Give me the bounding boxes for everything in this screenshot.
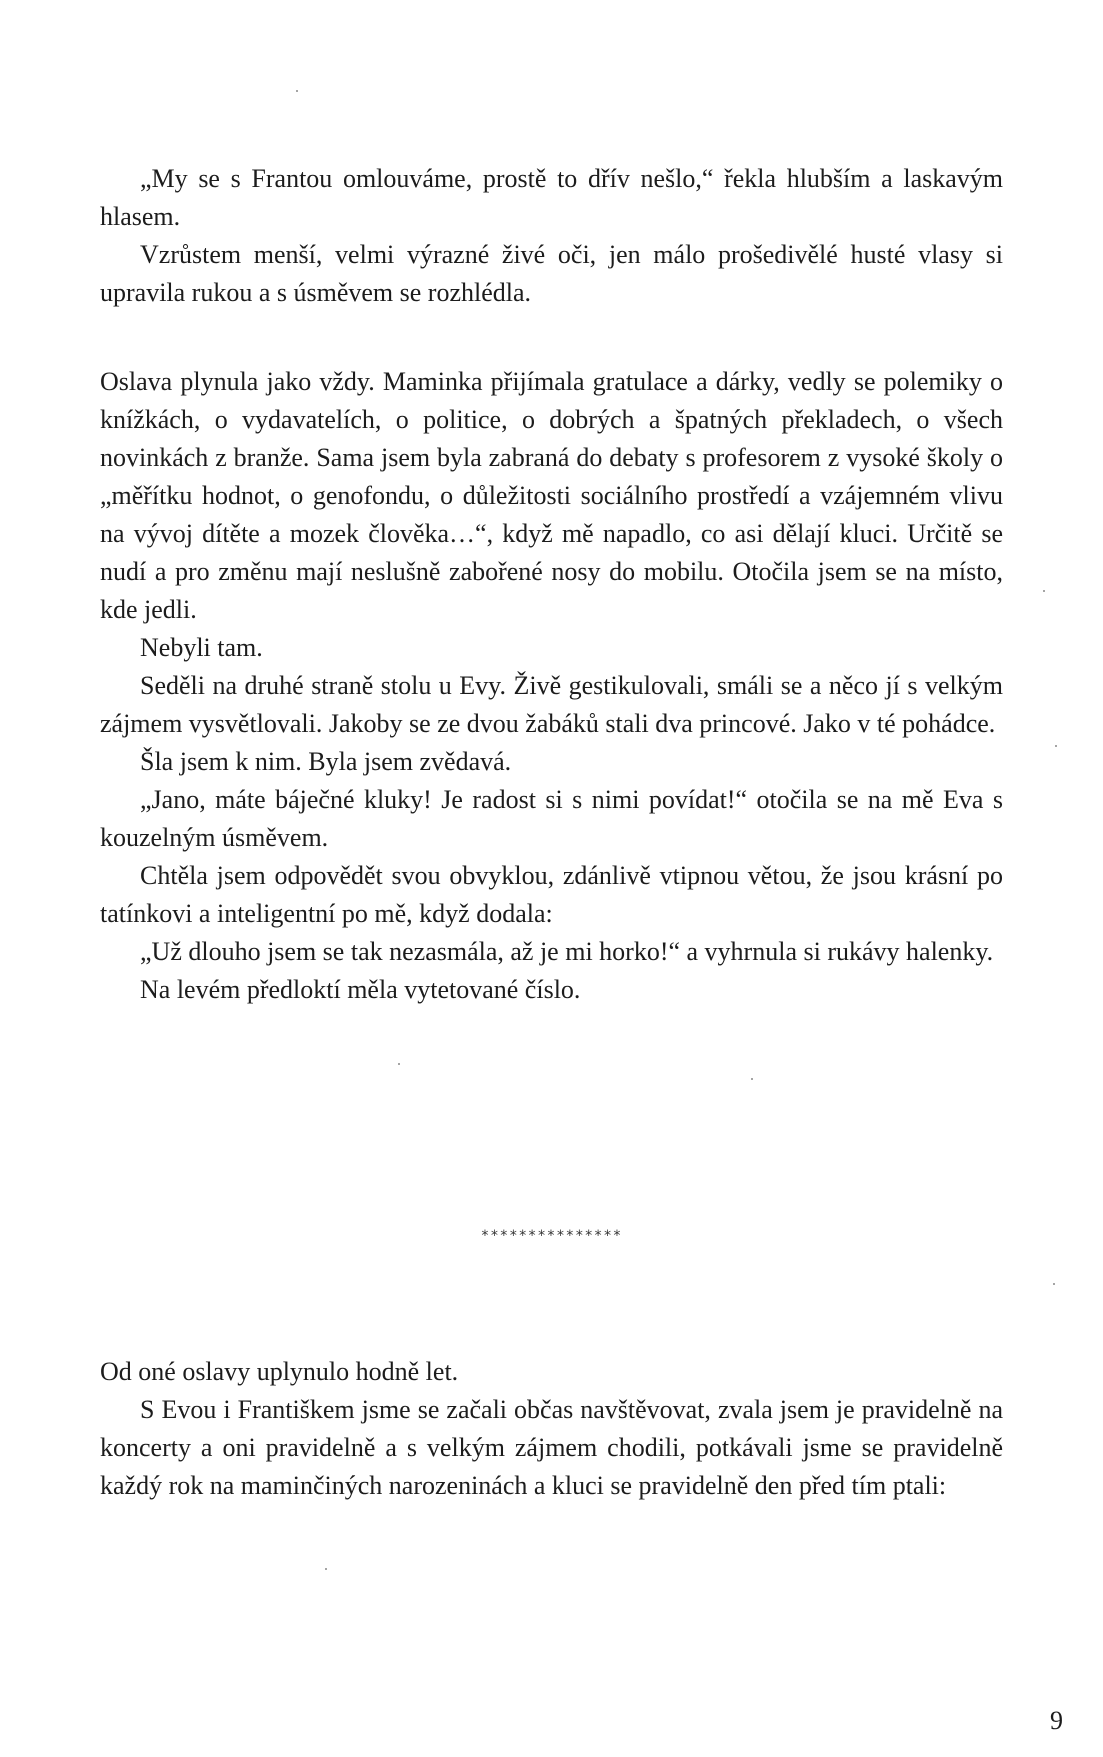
section-separator: *************** [480, 1228, 623, 1244]
scan-speck [296, 90, 298, 92]
paragraph: „Už dlouho jsem se tak nezasmála, až je mi horko!“ a vyhrnula si rukávy halenky. [140, 937, 994, 966]
scan-speck [751, 1078, 753, 1080]
paragraph: Na levém předloktí měla vytetované číslo. [140, 975, 581, 1004]
paragraph: Seděli na druhé straně stolu u Evy. Živě gestikulovali, smáli se a něco jí s velkým zájmem vysvětlovali. Jakoby se ze dvou žabáků stali dva princové. Jako v té pohádce. [100, 671, 1003, 738]
paragraph: „My se s Frantou omlouváme, prostě to dřív nešlo,“ řekla hlubším a laskavým hlasem. [100, 164, 1003, 231]
later-years-section [100, 1353, 1003, 1505]
page-number: 9 [1050, 1706, 1063, 1735]
paragraph: „Jano, máte báječné kluky! Je radost si s nimi povídat!“ otočila se na mě Eva s kouzelným úsměvem. [100, 785, 1003, 852]
paragraph: Od oné oslavy uplynulo hodně let. [100, 1357, 459, 1386]
paragraph: Oslava plynula jako vždy. Maminka přijímala gratulace a dárky, vedly se polemiky o knížkách, o vydavatelích, o politice, o dobrých a špatných překladech, o všech novinkách z branže. Sama jsem byla zabraná do debaty s profesorem z vysoké školy o „měřítku hodnot, o genofondu, o důležitosti sociálního prostředí a vzájemném vlivu na vývoj dítěte a mozek člověka…“, když mě napadlo, co asi dělají kluci. Určitě se nudí a pro změnu mají neslušně zabořené nosy do mobilu. Otočila jsem se na místo, kde jedli. [100, 367, 1003, 624]
scan-speck [398, 1063, 400, 1065]
scan-speck [1055, 745, 1057, 747]
paragraph: Vzrůstem menší, velmi výrazné živé oči, jen málo prošedivělé husté vlasy si upravila rukou a s úsměvem se rozhlédla. [100, 240, 1003, 307]
scan-speck [1043, 590, 1045, 592]
scan-speck [1053, 1283, 1055, 1285]
paragraph: Šla jsem k nim. Byla jsem zvědavá. [140, 747, 512, 776]
paragraph: Chtěla jsem odpovědět svou obvyklou, zdánlivě vtipnou větou, že jsou krásní po tatínkovi a inteligentní po mě, když dodala: [100, 861, 1003, 928]
opening-paragraphs [100, 160, 1003, 312]
scan-speck [325, 1568, 327, 1570]
celebration-section [100, 363, 1003, 1009]
paragraph: S Evou i Františkem jsme se začali občas navštěvovat, zvala jsem je pravidelně na koncerty a oni pravidelně a s velkým zájmem chodili, potkávali jsme se pravidelně každý rok na maminčiných narozeninách a kluci se pravidelně den před tím ptali: [100, 1395, 1003, 1500]
paragraph: Nebyli tam. [140, 633, 263, 662]
